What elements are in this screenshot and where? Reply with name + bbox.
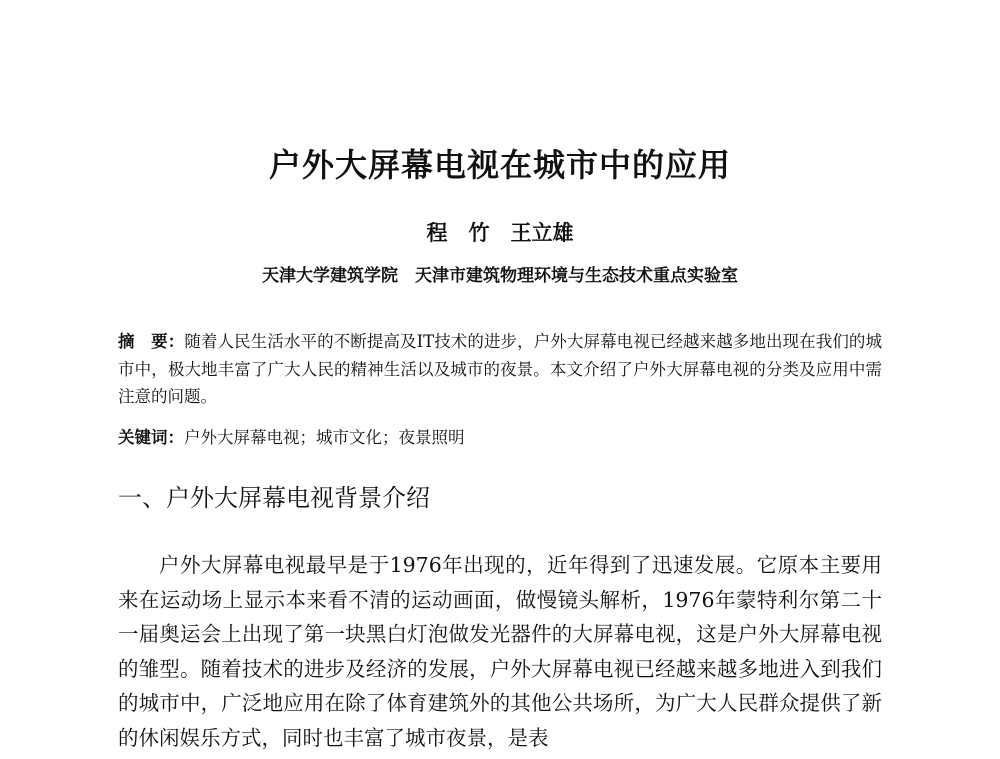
paper-title: 户外大屏幕电视在城市中的应用 [268, 146, 731, 184]
body-paragraph: 户外大屏幕电视最早是于1976年出现的，近年得到了迅速发展。它原本主要用来在运动场上显示本来看不清的运动画面，做慢镜头解析，1976年蒙特利尔第二十一届奥运会上出现了第一块黑白灯泡做发光器件的大屏幕电视，这是户外大屏幕电视的雏型。随着技术的进步及经济的发展，户外大屏幕电视已经越来越多地进入到我们的城市中，广泛地应用在除了体育建筑外的其他公共场所，为广大人民群众提供了新的休闲娱乐方式，同时也丰富了城市夜景，是表 [118, 553, 882, 750]
abstract [118, 328, 882, 411]
keywords-label: 关键词： [118, 428, 184, 447]
paper-affiliation: 天津大学建筑学院 天津市建筑物理环境与生态技术重点实验室 [262, 266, 738, 286]
keywords [118, 424, 882, 452]
keywords-text: 户外大屏幕电视；城市文化；夜景照明 [184, 428, 465, 447]
abstract-text: 随着人民生活水平的不断提高及IT技术的进步，户外大屏幕电视已经越来越多地出现在我们的城市中，极大地丰富了广大人民的精神生活以及城市的夜景。本文介绍了户外大屏幕电视的分类及应用中需注意的问题。 [118, 332, 882, 406]
paper-authors: 程 竹 王立雄 [426, 221, 574, 245]
section-heading: 一、户外大屏幕电视背景介绍 [118, 484, 430, 512]
abstract-label: 摘 要： [118, 332, 185, 351]
